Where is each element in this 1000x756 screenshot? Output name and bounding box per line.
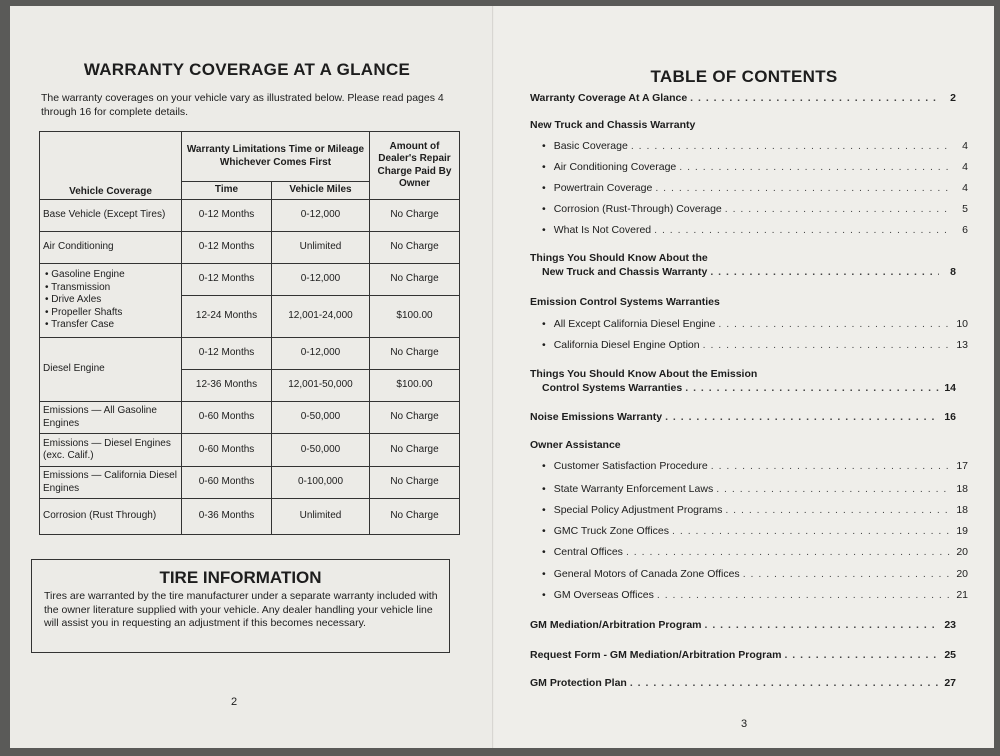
toc-entry: • Special Policy Adjustment Programs . . . 18 xyxy=(530,504,968,517)
header-vehicle-coverage: Vehicle Coverage xyxy=(40,132,182,200)
toc-section-heading: Emission Control Systems Warranties xyxy=(530,296,720,308)
tire-information-box xyxy=(31,559,450,653)
charge-cell: No Charge xyxy=(370,232,460,264)
time-cell: 0-12 Months xyxy=(182,338,272,370)
coverage-item: • Drive Axles xyxy=(45,294,102,306)
coverage-item: • Propeller Shafts xyxy=(45,306,123,318)
page-number: 2 xyxy=(231,696,238,708)
coverage-cell: Air Conditioning xyxy=(40,232,182,264)
toc-entry: Warranty Coverage At A Glance . . . 2 xyxy=(530,92,956,105)
miles-cell: 0-12,000 xyxy=(272,338,370,370)
toc-entry: • General Motors of Canada Zone Offices . . . 20 xyxy=(530,568,968,581)
time-cell: 0-12 Months xyxy=(182,200,272,232)
toc-entry: • Powertrain Coverage . . . 4 xyxy=(530,182,968,195)
charge-cell: $100.00 xyxy=(370,296,460,338)
miles-cell: 12,001-24,000 xyxy=(272,296,370,338)
toc-entry: • Basic Coverage . . . 4 xyxy=(530,140,968,153)
toc-section-heading: Owner Assistance xyxy=(530,439,621,451)
toc-entry: • California Diesel Engine Option . . . 13 xyxy=(530,339,968,352)
toc-entry: Control Systems Warranties . . . 14 xyxy=(530,382,956,395)
toc-entry: • Central Offices . . . 20 xyxy=(530,546,968,559)
table-row xyxy=(40,200,460,232)
table-row xyxy=(40,232,460,264)
header-miles: Vehicle Miles xyxy=(272,182,370,200)
toc-entry: • State Warranty Enforcement Laws . . . 18 xyxy=(530,483,968,496)
charge-cell: No Charge xyxy=(370,338,460,370)
miles-cell: Unlimited xyxy=(272,232,370,264)
toc-entry: • What Is Not Covered . . . 6 xyxy=(530,224,968,237)
toc-entry: • Air Conditioning Coverage . . . 4 xyxy=(530,161,968,174)
toc-entry: • Customer Satisfaction Procedure . . . 17 xyxy=(530,460,968,473)
charge-cell: No Charge xyxy=(370,434,460,467)
charge-cell: No Charge xyxy=(370,200,460,232)
miles-cell: 0-100,000 xyxy=(272,467,370,499)
table-row xyxy=(40,264,460,296)
toc-entry: Noise Emissions Warranty . . . 16 xyxy=(530,411,956,424)
page-title: WARRANTY COVERAGE AT A GLANCE xyxy=(83,60,411,79)
toc-section-heading: New Truck and Chassis Warranty xyxy=(530,119,696,131)
toc-section-heading: Things You Should Know About the Emission xyxy=(530,368,758,380)
right-page xyxy=(494,6,994,748)
toc-entry: Request Form - GM Mediation/Arbitration Program . . . 25 xyxy=(530,649,956,662)
coverage-item: • Gasoline Engine xyxy=(45,269,125,281)
coverage-cell: Base Vehicle (Except Tires) xyxy=(40,200,182,232)
table-row xyxy=(40,338,460,370)
charge-cell: No Charge xyxy=(370,499,460,535)
coverage-cell: Diesel Engine xyxy=(40,338,182,402)
toc-entry: • Corrosion (Rust-Through) Coverage . . . 5 xyxy=(530,203,968,216)
table-row xyxy=(40,499,460,535)
coverage-cell: Emissions — All Gasoline Engines xyxy=(40,402,182,434)
charge-cell: No Charge xyxy=(370,264,460,296)
toc-entry: • GM Overseas Offices . . . 21 xyxy=(530,589,968,602)
charge-cell: $100.00 xyxy=(370,370,460,402)
coverage-item: • Transfer Case xyxy=(45,319,115,331)
coverage-cell: Corrosion (Rust Through) xyxy=(40,499,182,535)
charge-cell: No Charge xyxy=(370,467,460,499)
miles-cell: 0-12,000 xyxy=(272,264,370,296)
miles-cell: 0-50,000 xyxy=(272,402,370,434)
time-cell: 0-60 Months xyxy=(182,434,272,467)
coverage-cell: Emissions — Diesel Engines (exc. Calif.) xyxy=(40,434,182,467)
table-row xyxy=(40,467,460,499)
charge-cell: No Charge xyxy=(370,402,460,434)
warranty-table xyxy=(39,131,460,535)
left-page xyxy=(10,6,494,748)
toc-section-heading: Things You Should Know About the xyxy=(530,252,708,264)
time-cell: 0-36 Months xyxy=(182,499,272,535)
coverage-cell: Emissions — California Diesel Engines xyxy=(40,467,182,499)
time-cell: 0-60 Months xyxy=(182,467,272,499)
toc-entry: • GMC Truck Zone Offices . . . 19 xyxy=(530,525,968,538)
miles-cell: Unlimited xyxy=(272,499,370,535)
header-limitations: Warranty Limitations Time or Mileage Whichever Comes First xyxy=(182,132,370,182)
miles-cell: 12,001-50,000 xyxy=(272,370,370,402)
intro-text: The warranty coverages on your vehicle vary as illustrated below. Please read pages 4 through 16 for complete details. xyxy=(41,92,444,118)
toc-entry: GM Mediation/Arbitration Program . . . 23 xyxy=(530,619,956,632)
toc-entry: New Truck and Chassis Warranty . . . 8 xyxy=(530,266,956,279)
toc-entry: • All Except California Diesel Engine . . . 10 xyxy=(530,318,968,331)
page-number: 3 xyxy=(741,718,748,730)
toc-title: TABLE OF CONTENTS xyxy=(650,67,838,86)
table-row xyxy=(40,402,460,434)
header-time: Time xyxy=(182,182,272,200)
miles-cell: 0-50,000 xyxy=(272,434,370,467)
coverage-cell xyxy=(40,264,182,338)
toc-entry: GM Protection Plan . . . 27 xyxy=(530,677,956,690)
tire-information-text: Tires are warranted by the tire manufacturer under a separate warranty included with the owner literature supplied with your vehicle. Any dealer handling your vehicle line will assist you in requesting an adjustment if this becomes necessary. xyxy=(44,590,438,629)
time-cell: 12-24 Months xyxy=(182,296,272,338)
time-cell: 0-12 Months xyxy=(182,264,272,296)
miles-cell: 0-12,000 xyxy=(272,200,370,232)
table-row xyxy=(40,434,460,467)
time-cell: 0-60 Months xyxy=(182,402,272,434)
tire-information-title: TIRE INFORMATION xyxy=(159,568,322,587)
time-cell: 12-36 Months xyxy=(182,370,272,402)
time-cell: 0-12 Months xyxy=(182,232,272,264)
coverage-item: • Transmission xyxy=(45,281,111,293)
header-amount: Amount of Dealer's Repair Charge Paid By Owner xyxy=(370,132,460,200)
